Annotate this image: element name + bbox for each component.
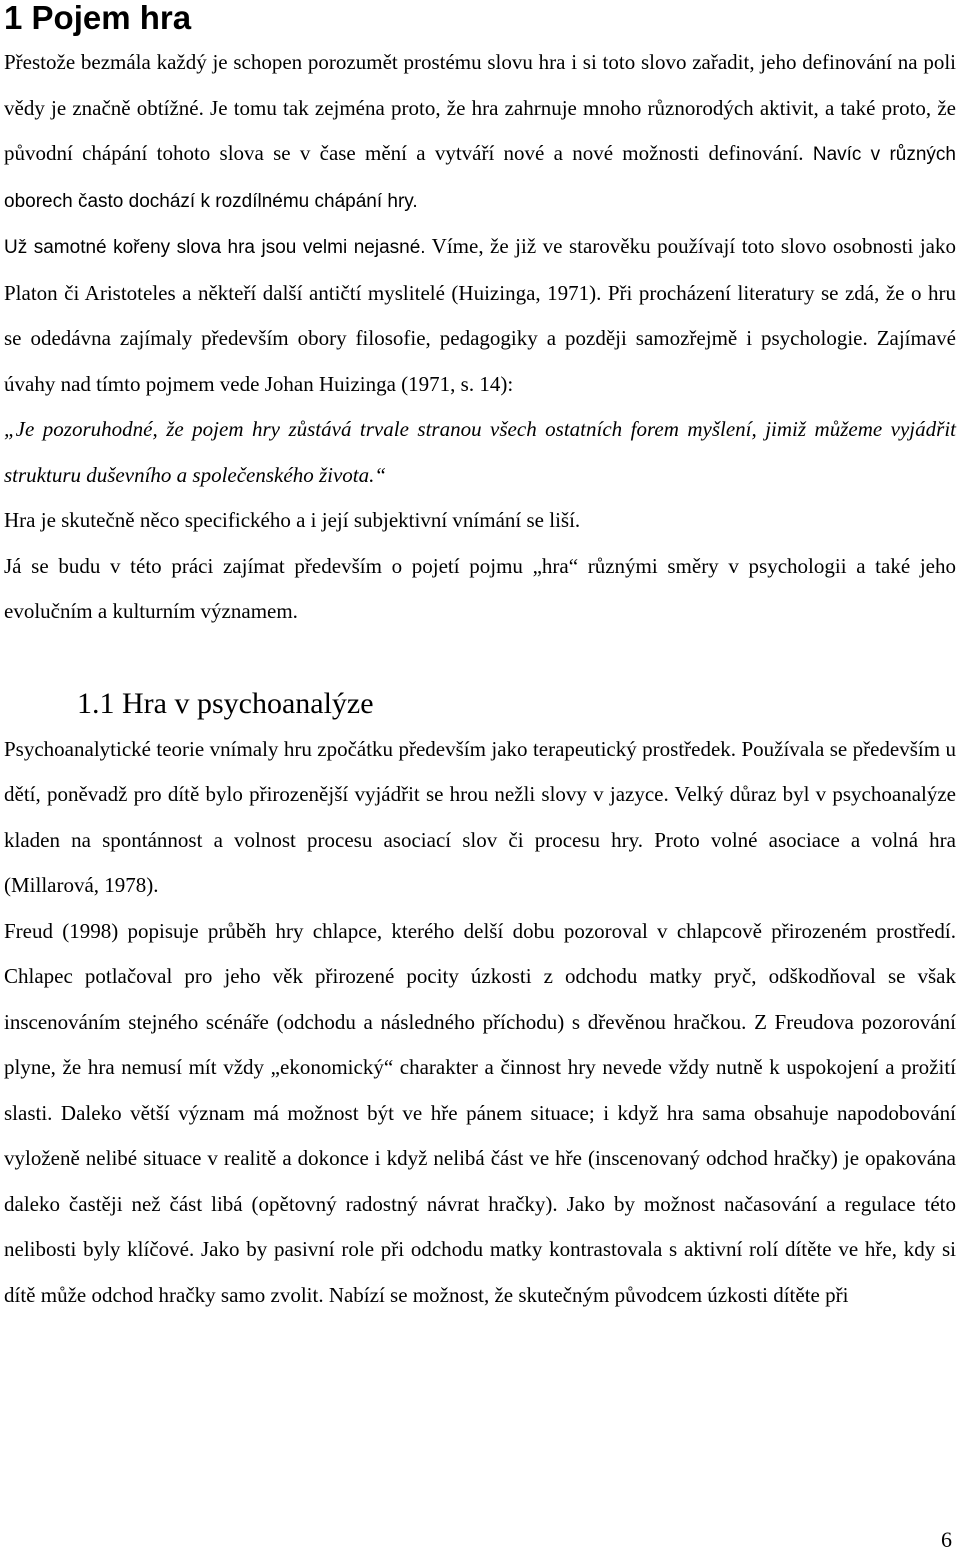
paragraph-intro-text: Přestože bezmála každý je schopen porozumět prostému slovu hra i si toto slovo zařadit, jeho definování na poli vědy je značně obtížné. Je tomu tak zejména proto, že hra zahrnuje mnoho různorodých aktivit, a také proto, že původní chápání tohoto slova se v čase mění a vytváří nové a nové možnosti definování.	[4, 50, 956, 165]
paragraph-intro	[4, 40, 956, 224]
paragraph-intro-text-sans: Navíc v různých oborech často dochází k rozdílnému chápání hry.	[4, 144, 956, 212]
section-heading: 1.1 Hra v psychoanalýze	[77, 686, 374, 720]
paragraph-specific: Hra je skutečně něco specifického a i její subjektivní vnímání se liší.	[4, 508, 581, 532]
paragraph-freud: Freud (1998) popisuje průběh hry chlapce, kterého delší dobu pozoroval v chlapcově přirozeném prostředí. Chlapec potlačoval pro jeho věk přirozené pocity úzkosti z odchodu matky pryč, odškodňoval se však inscenováním stejného scénáře (odchodu a následného příchodu) s dřevěnou hračkou. Z Freudova pozorování plyne, že hra nemusí mít vždy „ekonomický“ charakter a činnost hry nevede vždy nutně k uspokojení a prožití slasti. Daleko větší význam má možnost být ve hře pánem situace; i když hra sama obsahuje napodobování vyloženě nelibé situace v realitě a dokonce i když nelibá část ve hře (inscenovaný odchod hračky) je opakována daleko častěji než část libá (opětovný radostný návrat hračky). Jako by možnost načasování a regulace této nelibosti byly klíčové. Jako by pasivní role při odchodu matky kontrastovala s aktivní rolí dítěte ve hře, kdy si dítě může odchod hračky samo zvolit. Nabízí se možnost, že skutečným původcem úzkosti dítěte při	[4, 918, 956, 1307]
paragraph-roots-lead: Už samotné kořeny slova hra jsou velmi nejasné.	[4, 237, 426, 258]
chapter-heading: 1 Pojem hra	[4, 0, 192, 36]
paragraph-psychoanalysis: Psychoanalytické teorie vnímaly hru zpočátku především jako terapeutický prostředek. Používala se především u dětí, poněvadž pro dítě bylo přirozenější vyjádřit se hrou nežli slovy v jazyce. Velký důraz byl v psychoanalýze kladen na spontánnost a volnost procesu asociací slov či procesu hry. Proto volné asociace a volná hra (Millarová, 1978).	[4, 736, 956, 897]
huizinga-quote: „Je pozoruhodné, že pojem hry zůstává trvale stranou všech ostatních forem myšlení, jimiž můžeme vyjádřit strukturu duševního a společenského života.“	[4, 417, 956, 487]
paragraph-focus: Já se budu v této práci zajímat především o pojetí pojmu „hra“ různými směry v psychologii a také jeho evolučním a kulturním významem.	[4, 553, 956, 623]
section-spacer	[4, 635, 956, 681]
paragraph-roots	[4, 224, 956, 407]
page-number: 6	[941, 1527, 952, 1552]
paragraph-roots-text: Víme, že již ve starověku používají toto slovo osobnosti jako Platon či Aristoteles a někteří další antičtí myslitelé (Huizinga, 1971). Při procházení literatury se zdá, že o hru se odedávna zajímaly především obory filosofie, pedagogiky a později samozřejmě i psychologie. Zajímavé úvahy nad tímto pojmem vede Johan Huizinga (1971, s. 14):	[4, 234, 957, 396]
document-page	[4, 0, 956, 1318]
